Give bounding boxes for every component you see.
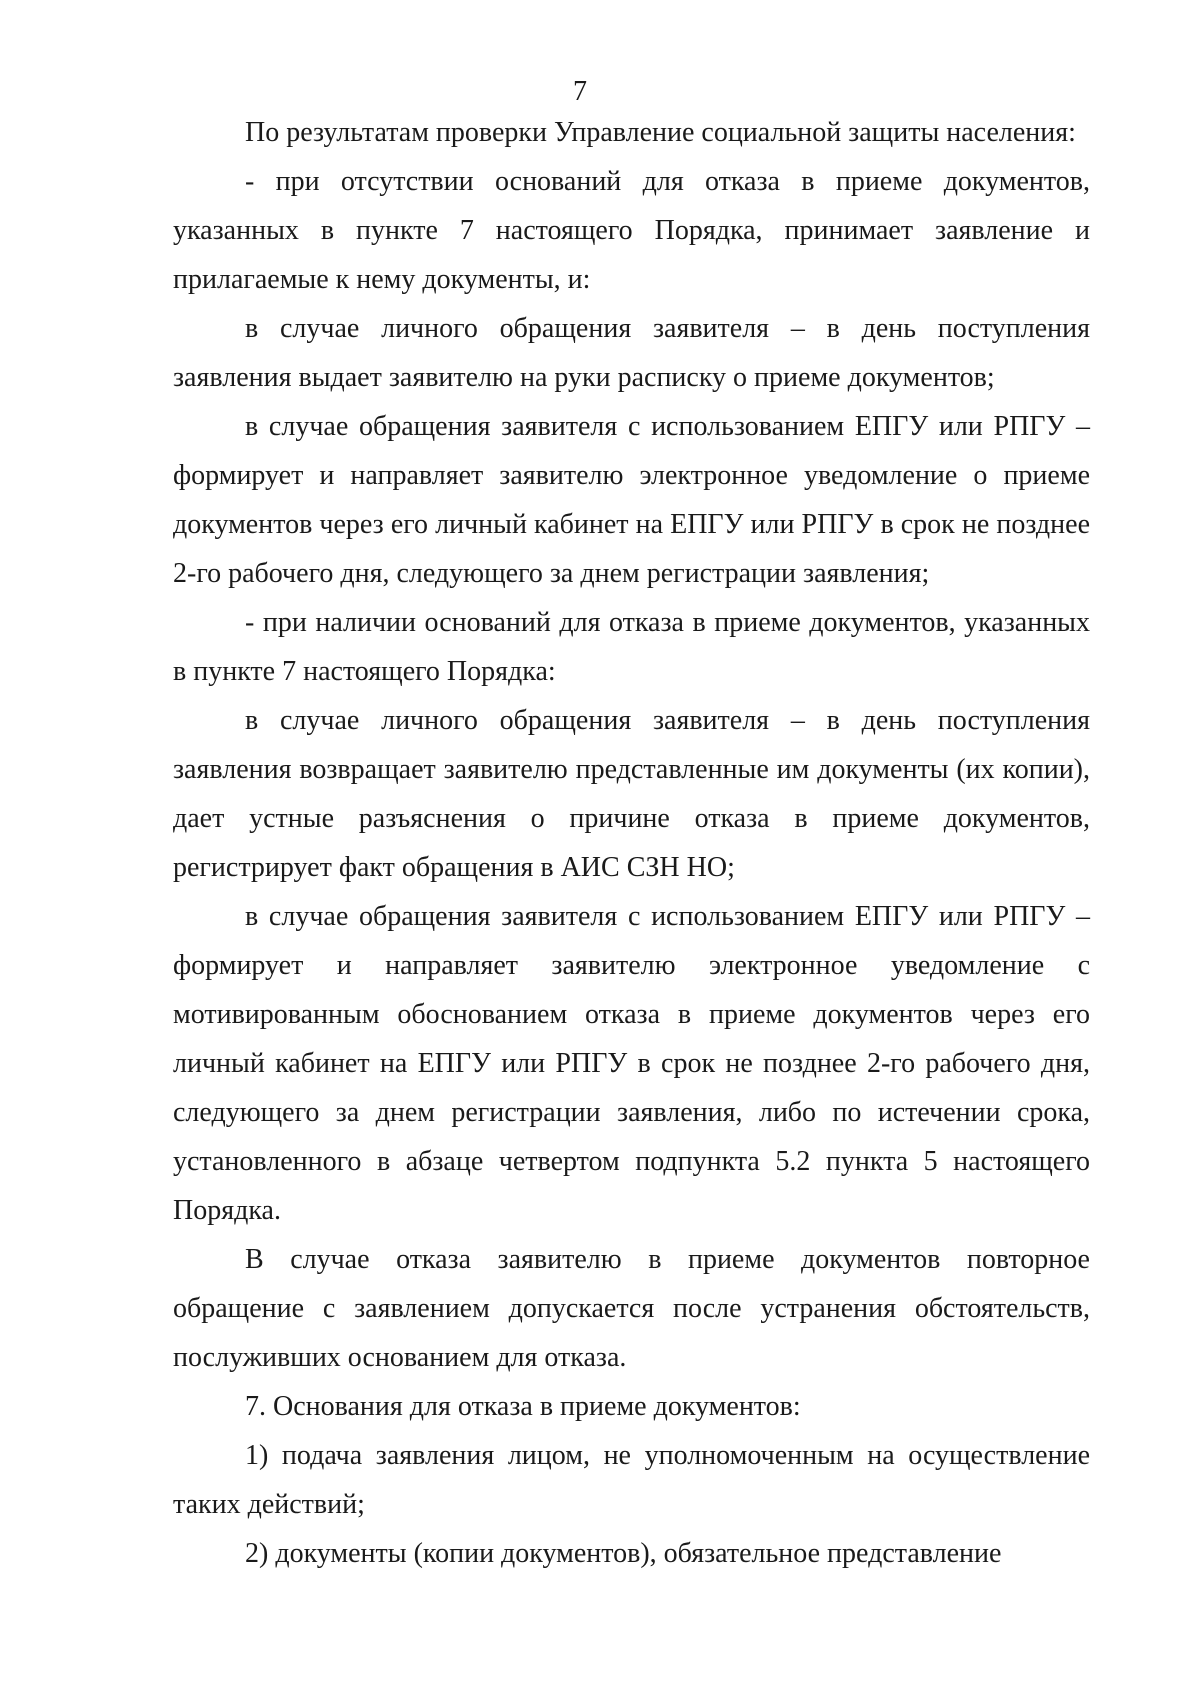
paragraph-repeat-application: В случае отказа заявителю в приеме документов повторное обращение с заявлением допускается после устранения обстоятельств, послуживших основанием для отказа. [173, 1244, 1090, 1373]
paragraph-inspection-results: По результатам проверки Управление социальной защиты населения: [245, 117, 1076, 148]
paragraph-electronic-refusal: в случае обращения заявителя с использованием ЕПГУ или РПГУ – формирует и направляет заявителю электронное уведомление с мотивированным обоснованием отказа в приеме документов через его личный кабинет на ЕПГУ или РПГУ в срок не позднее 2-го рабочего дня, следующего за днем регистрации заявления, либо по истечении срока, установленного в абзаце четвертом подпункта 5.2 пункта 5 настоящего Порядка. [173, 901, 1090, 1226]
paragraph-grounds-present: - при наличии оснований для отказа в приеме документов, указанных в пункте 7 настоящего Порядка: [173, 607, 1090, 687]
paragraph-personal-receipt: в случае личного обращения заявителя – в день поступления заявления выдает заявителю на руки расписку о приеме документов; [173, 313, 1090, 393]
paragraph-no-grounds: - при отсутствии оснований для отказа в приеме документов, указанных в пункте 7 настоящего Порядка, принимает заявление и прилагаемые к нему документы, и: [173, 166, 1090, 295]
paragraph-personal-refusal: в случае личного обращения заявителя – в день поступления заявления возвращает заявителю представленные им документы (их копии), дает устные разъяснения о причине отказа в приеме документов, регистрирует факт обращения в АИС СЗН НО; [173, 705, 1090, 883]
document-body [173, 108, 1090, 1578]
paragraph-ground-2: 2) документы (копии документов), обязательное представление [245, 1538, 1002, 1569]
paragraph-ground-1: 1) подача заявления лицом, не уполномоченным на осуществление таких действий; [173, 1440, 1090, 1520]
paragraph-section-7-heading: 7. Основания для отказа в приеме документов: [245, 1391, 801, 1422]
paragraph-electronic-receipt: в случае обращения заявителя с использованием ЕПГУ или РПГУ – формирует и направляет заявителю электронное уведомление о приеме документов через его личный кабинет на ЕПГУ или РПГУ в срок не позднее 2-го рабочего дня, следующего за днем регистрации заявления; [173, 411, 1090, 589]
page-number: 7 [573, 76, 587, 107]
